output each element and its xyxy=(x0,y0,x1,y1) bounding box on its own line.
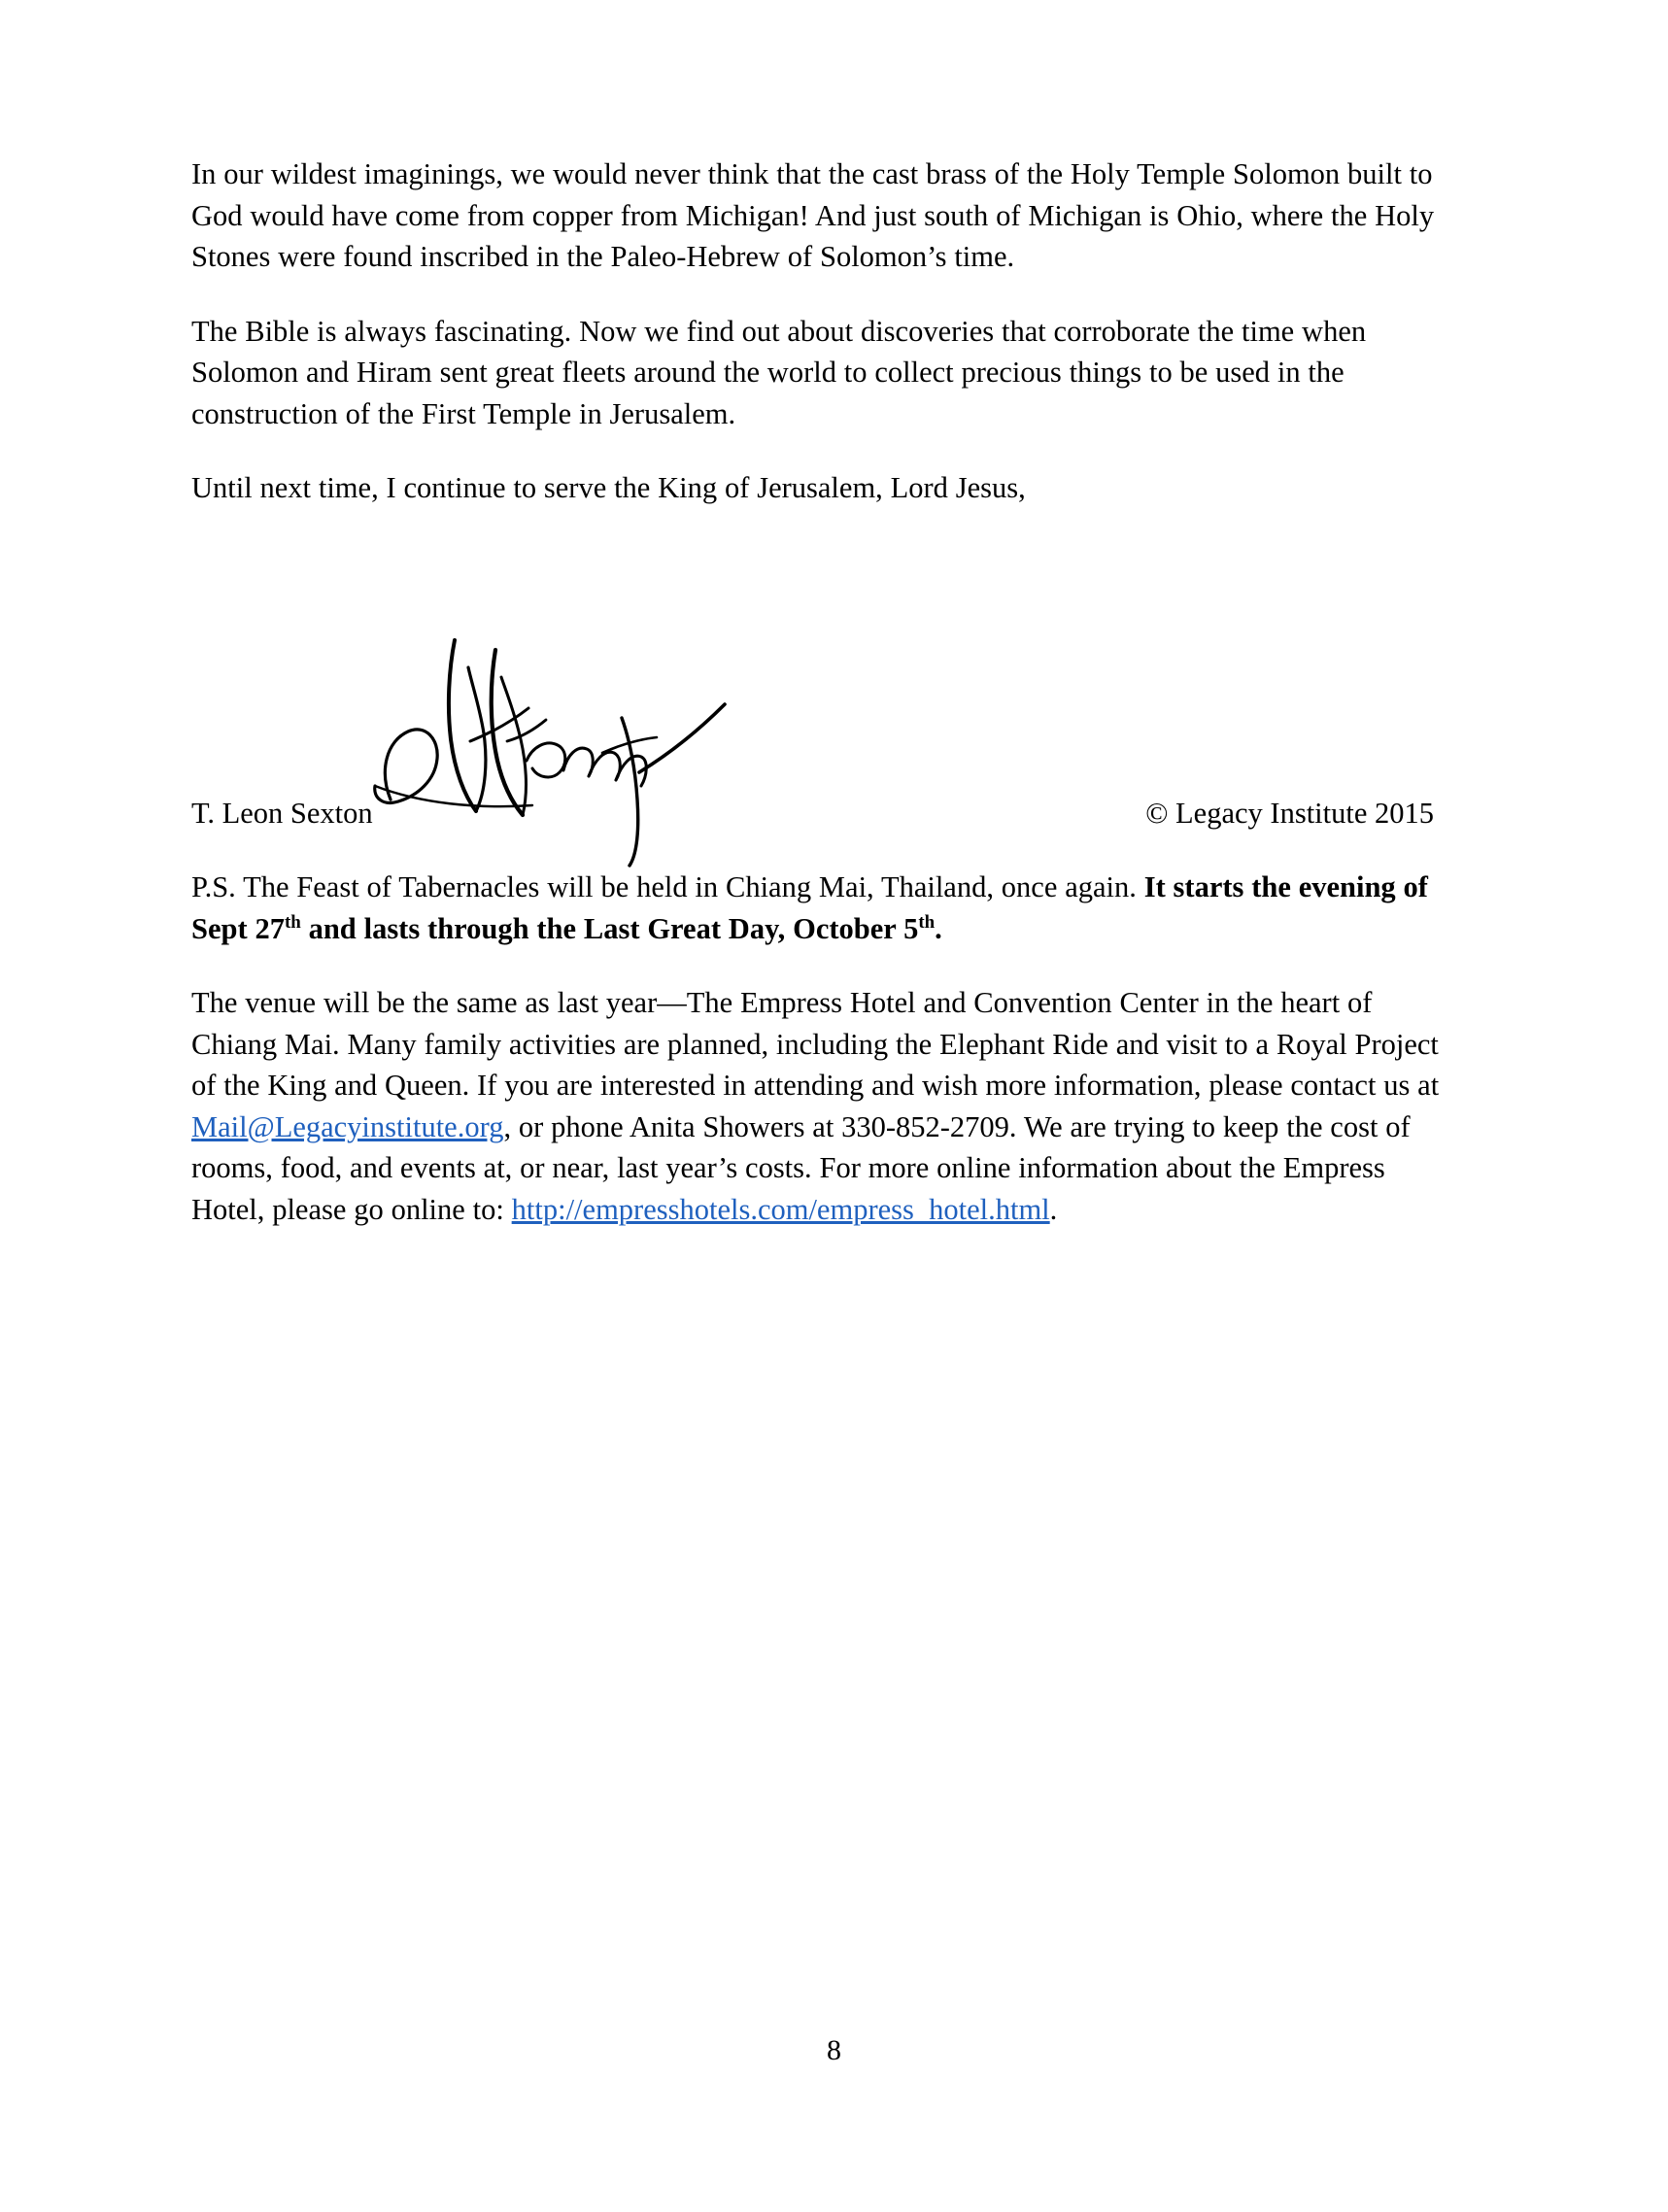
paragraph-postscript xyxy=(191,867,1451,949)
paragraph-until-next-time: Until next time, I continue to serve the King of Jerusalem, Lord Jesus, xyxy=(191,471,1026,504)
paragraph-venue-details xyxy=(191,982,1451,1230)
signature-area xyxy=(191,509,1451,793)
author-name: T. Leon Sexton xyxy=(191,796,373,830)
ps-bold-part-2: and lasts through the Last Great Day, October 5 xyxy=(300,911,919,945)
venue-text-after-email: , or phone Anita Showers at 330-852-2709. We are trying to keep the cost of rooms, food, and events at, or near, last year’s costs. For more online information about the Empress Hotel, please go online to: xyxy=(191,1109,1411,1226)
handwritten-signature xyxy=(361,625,769,897)
empress-hotel-url-link[interactable]: http://empresshotels.com/empress_hotel.html xyxy=(511,1192,1050,1226)
email-link[interactable]: Mail@Legacyinstitute.org xyxy=(191,1109,504,1143)
letter-body xyxy=(191,153,1451,1263)
ps-ordinal-suffix-2: th xyxy=(918,911,936,933)
venue-text-after-url: . xyxy=(1049,1192,1058,1226)
paragraph-bible-fascinating: The Bible is always fascinating. Now we find out about discoveries that corroborate the time when Solomon and Hiram sent great fleets around the world to collect precious things to be used in the construction of the First Temple in Jerusalem. xyxy=(191,314,1367,430)
ps-bold-part-1: It starts the evening of Sept 27 xyxy=(191,870,1428,945)
signature-line xyxy=(191,793,1451,834)
paragraph-wildest-imaginings: In our wildest imaginings, we would never think that the cast brass of the Holy Temple Solomon built to God would have come from copper from Michigan! And just south of Michigan is Ohio, where the Holy Stones were found inscribed in the Paleo-Hebrew of Solomon’s time. xyxy=(191,157,1435,273)
page-number: 8 xyxy=(827,2034,841,2066)
copyright-notice: © Legacy Institute 2015 xyxy=(1145,796,1434,830)
ps-lead-text: P.S. The Feast of Tabernacles will be held in Chiang Mai, Thailand, once again. xyxy=(191,870,1144,903)
ps-ordinal-suffix-1: th xyxy=(284,911,301,933)
ps-bold-part-3: . xyxy=(935,911,942,945)
venue-text-before-email: The venue will be the same as last year—The Empress Hotel and Convention Center in the heart of Chiang Mai. Many family activities are planned, including the Elephant Ride and visit to a Royal Project of the King and Queen. If you are interested in attending and wish more information, please contact us at xyxy=(191,986,1440,1102)
